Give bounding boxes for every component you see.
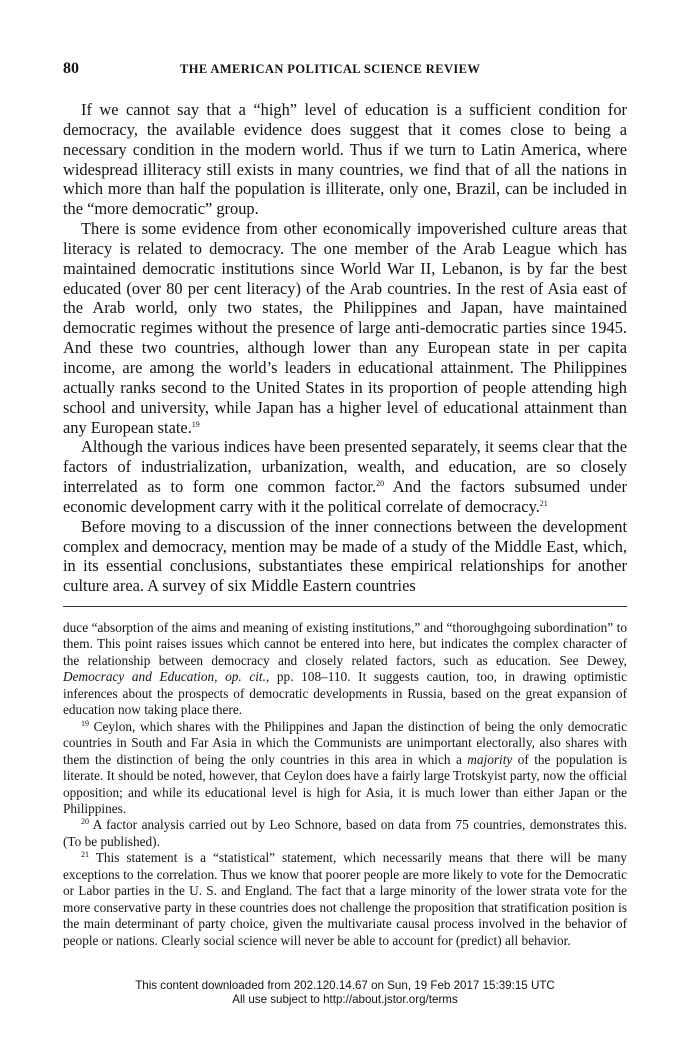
body-paragraph: If we cannot say that a “high” level of education is a sufficient condition for democracy, the available evidence does suggest that it comes close to being a necessary condition in the modern world. Thus if we turn to Latin America, where widespread illiteracy still exists in many countries, we find that of all the nations in which more than half the population is illiterate, only one, Brazil, can be included in the “more democratic” group. (63, 100, 627, 219)
footnote-ref: 21 (539, 498, 548, 508)
body-paragraph: There is some evidence from other economically impoverished culture areas that literacy is related to democracy. The one member of the Arab League which has maintained democratic institutions since World War II, Lebanon, is by far the best educated (over 80 per cent literacy) of the Arab countries. In the rest of Asia east of the Arab world, only two states, the Philippines and Japan, have maintained democratic regimes without the presence of large anti-democratic parties since 1945. And these two countries, although lower than any European state in per capita income, are among the world’s leaders in educational attainment. The Philippines actually ranks second to the United States in its proportion of people attending high school and university, while Japan has a higher level of educational attainment than any European state.$^{19}$ (63, 219, 627, 437)
footnote-divider (63, 606, 627, 607)
download-notice-line: This content downloaded from 202.120.14.67 on Sun, 19 Feb 2017 15:39:15 UTC (135, 979, 555, 992)
body-paragraph: Although the various indices have been presented separately, it seems clear that the factors of industrialization, urbanization, wealth, and education, are so closely interrelated as to form one common factor.$^{20}$ And the factors subsumed under economic development carry with it the political correlate of democracy.$^{21}$ (63, 437, 628, 516)
footnote-21: $^{21}$ This statement is a “statistical” statement, which necessarily means that there will be many exceptions to the correlation. Thus we know that poorer people are more likely to vote for the Democratic or Labor parties in the U. S. and England. The fact that a large minority of the lower strata vote for the more conservative party in these countries does not challenge the proposition that stratification position is the main determinant of party choice, given the multivariate causal process involved in the behavior of people or nations. Clearly social science will never be able to account for (predict) all behavior. (63, 850, 627, 948)
footnote-continuation: duce “absorption of the aims and meaning of existing institutions,” and “thoroughgoing subordination” to them. This point raises issues which cannot be entered into here, but indicates the complex character of the relationship between democracy and closely related factors, such as education. See Dewey, Democracy and Education, op. cit., pp. 108–110. It suggests caution, too, in drawing optimistic inferences about the prospects of democratic developments in Russia, based on the great expansion of education now taking place there. (63, 620, 627, 718)
footnote-20: $^{20}$ A factor analysis carried out by Leo Schnore, based on data from 75 countries, demonstrates this. (To be published). (63, 817, 627, 849)
page-number: 80 (63, 60, 79, 77)
running-title: THE AMERICAN POLITICAL SCIENCE REVIEW (180, 62, 481, 76)
footnote-number: 20 (81, 817, 89, 827)
footnote-ref: 19 (191, 419, 200, 429)
footnote-number: 19 (81, 718, 89, 728)
body-paragraph: Before moving to a discussion of the inner connections between the development complex and democracy, mention may be made of a study of the Middle East, which, in its essential conclusions, substantiates these empirical relationships for another culture area. A survey of six Middle Eastern countries (63, 516, 627, 596)
footnote-ref: 20 (376, 479, 385, 489)
terms-notice-line: All use subject to http://about.jstor.org/terms (232, 993, 458, 1006)
page-header (63, 60, 627, 82)
footnotes (63, 620, 627, 949)
footnote-19: $^{19}$ Ceylon, which shares with the Philippines and Japan the distinction of being the only democratic countries in South and Far Asia in which the Communists are unimportant electorally, also shares with them the distinction of being the only countries in this area in which a majority of the population is literate. It should be noted, however, that Ceylon does have a fairly large Trotskyist party, now the official opposition; and while its educational level is high for Asia, it is much lower than either Japan or the Philippines. (63, 718, 627, 816)
body-text (63, 100, 627, 596)
footnote-number: 21 (81, 850, 89, 860)
download-notice (0, 979, 690, 1007)
